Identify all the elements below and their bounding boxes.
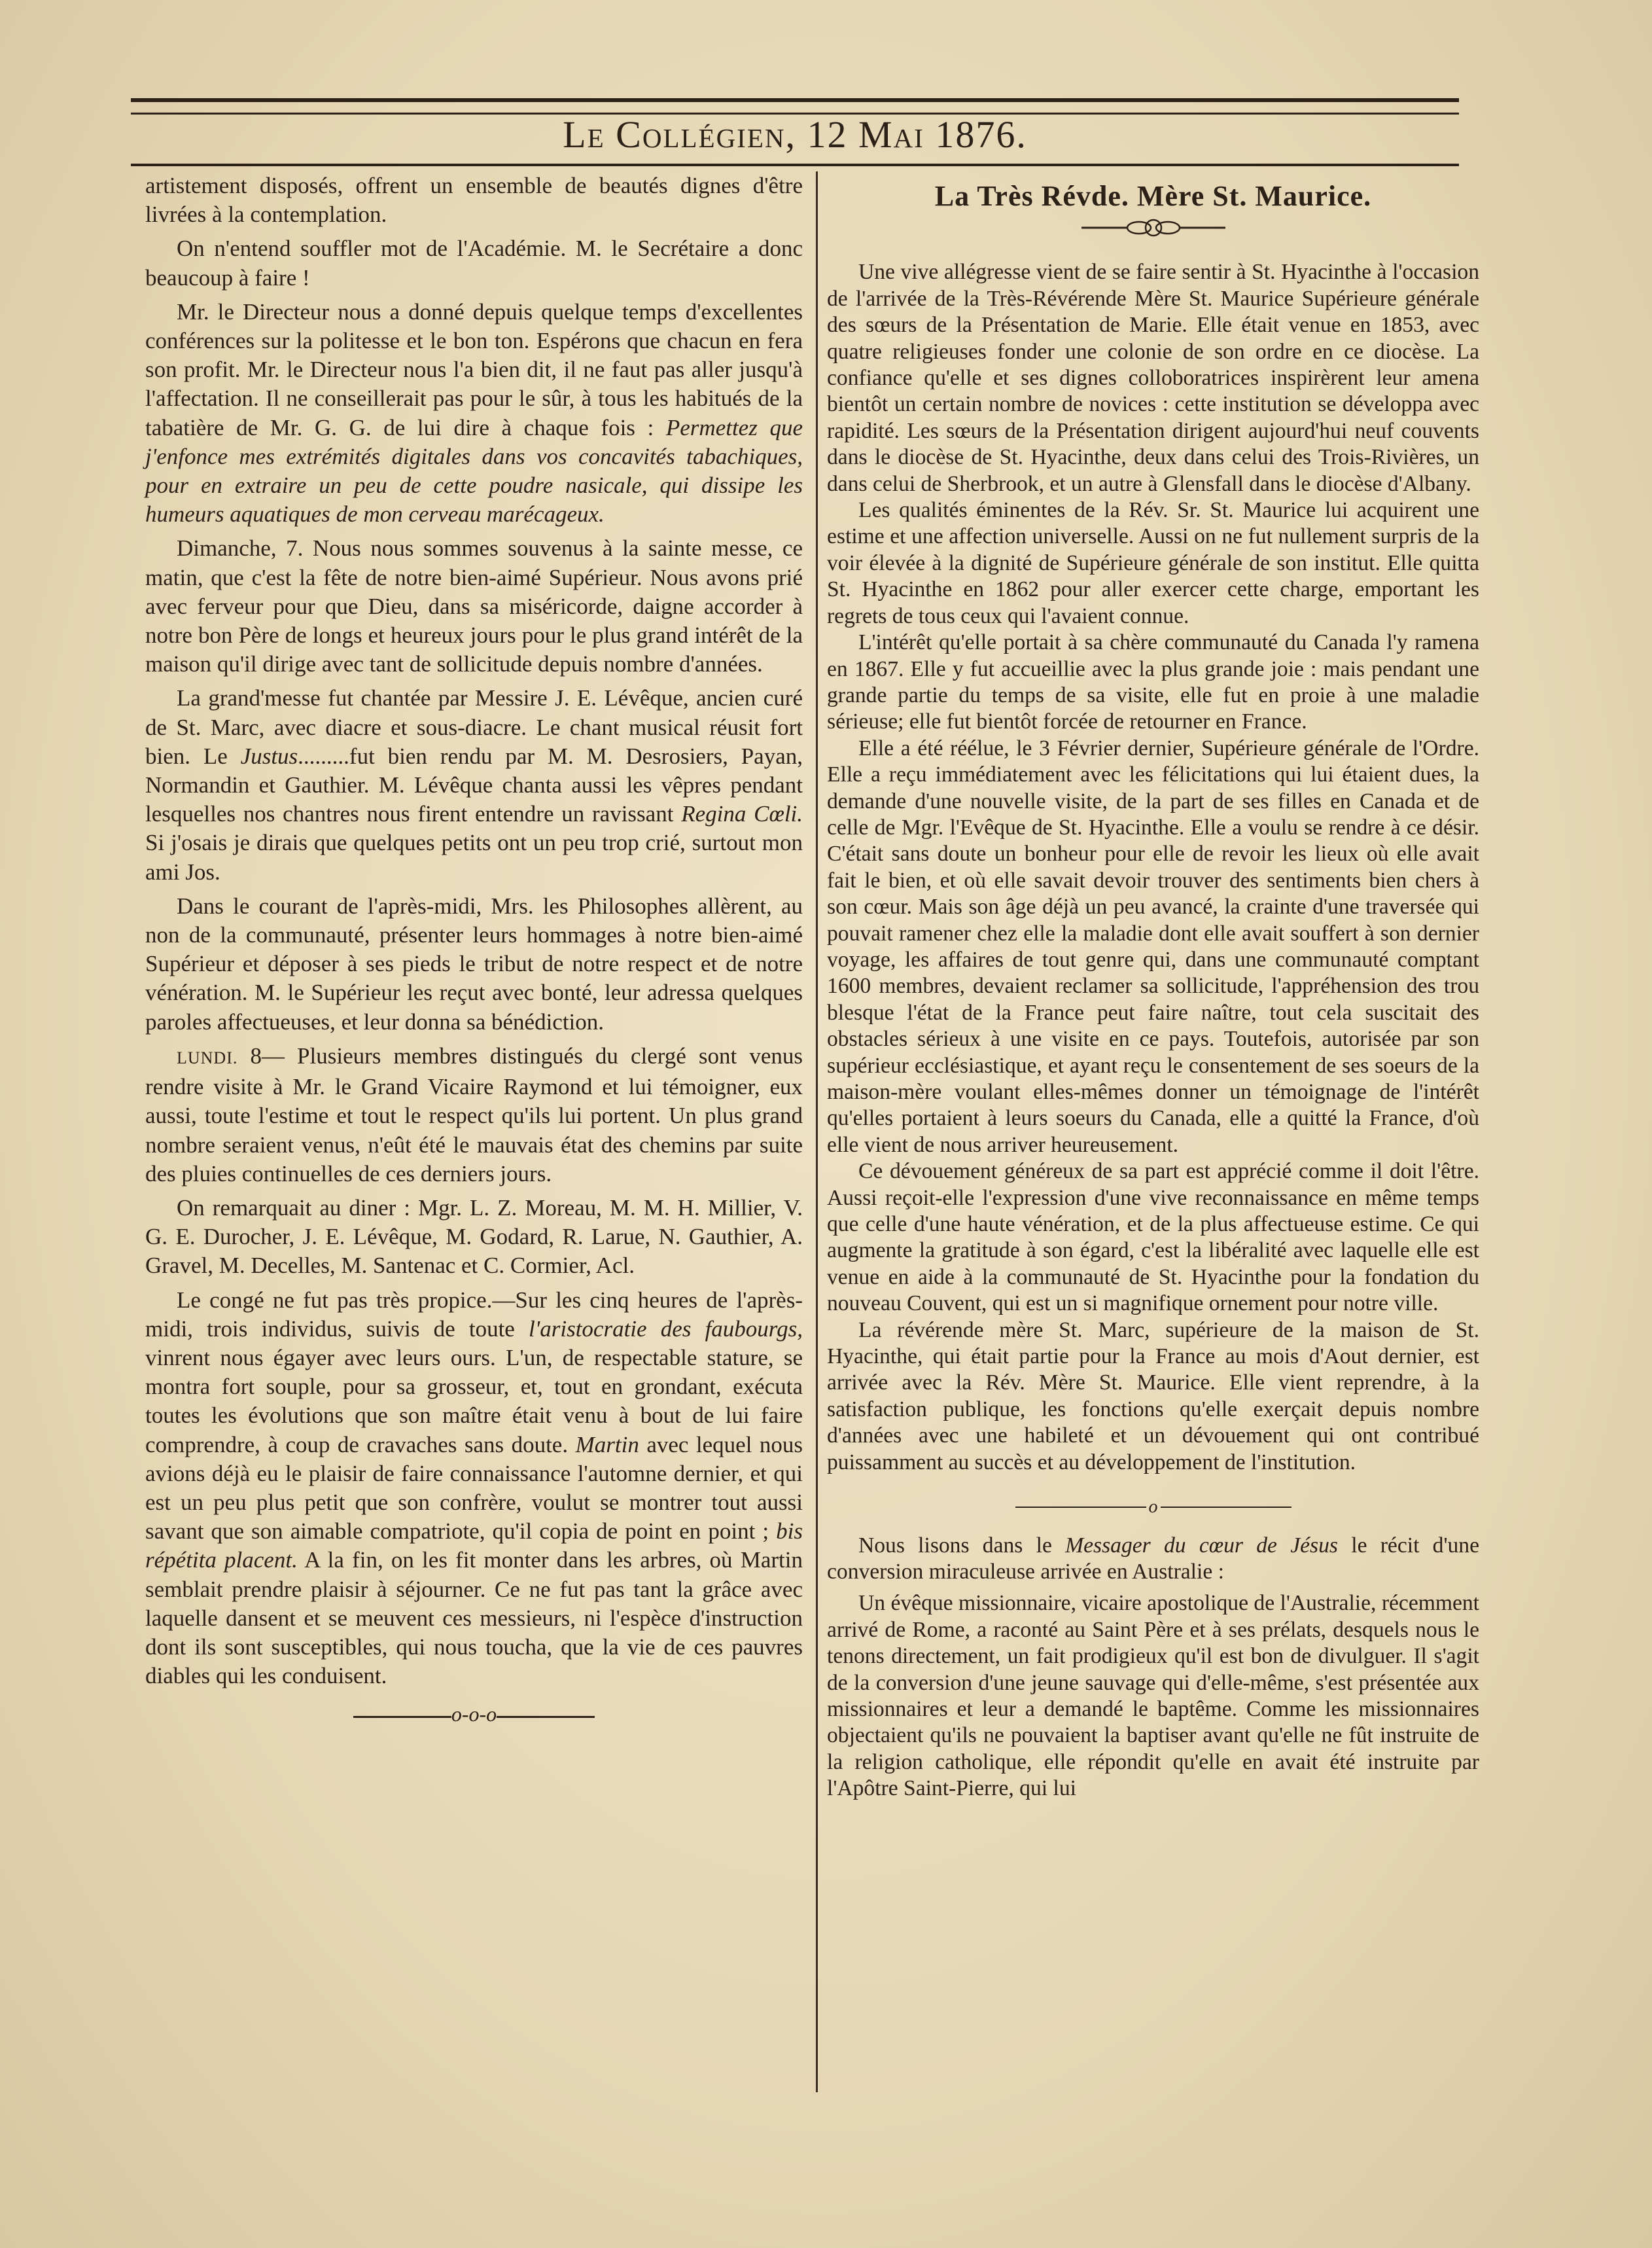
text-run: Si j'osais je dirais que quelques petits ont un peu trop crié, surtout mon ami Jos. [145,830,803,885]
italic-quote: Permettez que j'enfonce mes extrémités digitales dans vos concavités tabachiques, pour en extraire un peu de cette poudre nasicale, qui dissipe les humeurs aquatiques de mon cerveau marécageux. [145,414,803,527]
paragraph [145,1286,803,1691]
paragraph: Dans le courant de l'après-midi, Mrs. les Philosophes allèrent, au non de la communauté, présenter leurs hommages à notre bien-aimé Supérieur et déposer à ses pieds le tribut de notre respect et de notre vénération. M. le Supérieur les reçut avec bonté, leur adressa quelques paroles affectueuses, et leur donna sa bénédiction. [145,893,803,1035]
italic-martin: Martin [575,1431,639,1457]
text-run: A la fin, on les fit monter dans les arbres, où Martin semblait prendre plaisir à séjourner. Ce ne fut pas tant la grâce avec laquelle dansent et se meuvent ces messieurs, ni l'espèce d'instruction dont ils sont susceptibles, qui nous toucha, que la vie de ces pauvres diables qui les conduisent. [145,1547,803,1689]
text-run: fut bien rendu par M. M. Desrosiers, Payan, Normandin et Gauthier. M. Lévêque chanta aussi les vêpres pendant lesquelles nos chantres nous firent entendre un ravissant [145,743,803,827]
ornament-divider [827,216,1479,242]
text-run: avec lequel nous avions déjà eu le plaisir de faire connaissance l'automne dernier, et qui est un peu plus petit que son confrère, voulut se montrer tout aussi savant que son aimable compatriote, qu'il copia de point en point ; [145,1431,803,1544]
paragraph: Un évêque missionnaire, vicaire apostolique de l'Australie, récemment arrivé de Rome, a raconté au Saint Père et à ses prélats, desquels nous le tenons directement, un fait prodigieux qu'il est bon de divulguer. Il s'agit de la conversion d'une jeune sauvage qui d'elle-même, s'est présentée aux missionnaires et leur a demandé le baptême. Comme les missionnaires objectaient qu'ils ne pouvaient la baptiser avant qu'elle ne fût instruite de la religion catholique, elle répondit qu'elle en avait été instruite par l'Apôtre Saint-Pierre, qui lui [827,1591,1479,1801]
paragraph: L'intérêt qu'elle portait à sa chère communauté du Canada l'y ramena en 1867. Elle y fut accueillie avec la plus grande joie : mais pendant une grande partie du temps de sa visite, elle fut en proie à une maladie sérieuse; elle fut bientôt forcée de retourner en France. [827,630,1479,734]
paragraph: Dimanche, 7. Nous nous sommes souvenus à la sainte messe, ce matin, que c'est la fête de notre bien-aimé Supérieur. Nous avons prié avec ferveur pour que Dieu, dans sa miséricorde, daigne accorder à notre bon Père de longs et heureux jours pour le plus grand intérêt de la maison qu'il dirige avec tant de sollicitude depuis nombre d'années. [145,535,803,677]
paragraph [827,1533,1479,1586]
italic-aristocratie: l'aristocratie des faubourgs, [529,1315,803,1342]
left-column [145,171,803,1729]
paragraph [145,298,803,529]
paragraph: Ce dévouement généreux de sa part est apprécié comme il doit l'être. Aussi reçoit-elle l'expression d'une vive reconnaissance en même temps que celle d'une haute vénération, et de la plus affectueuse estime. Ce qui augmente la gratitude à son égard, c'est la libéralité avec laquelle elle est venue en aide à la communauté de St. Hyacinthe pour la fondation du nouveau Couvent, qui est un si magnifique ornement pour notre ville. [827,1159,1479,1316]
italic-regina: Regina Cœli. [681,801,803,827]
paragraph: Elle a été réélue, le 3 Février dernier, Supérieure générale de l'Ordre. Elle a reçu immédiatement avec les félicitations qui lui étaient dues, la demande d'une nouvelle visite, de la part de ses filles en Canada et de celle de Mgr. l'Evêque de St. Hyacinthe. Elle a voulu se rendre à ce désir. C'était sans doute un bonheur pour elle de revoir les lieux où elle avait fait le bien, et où elle savait devoir trouver des sentiments bien chers à son cœur. Mais son âge déjà un peu avancé, la crainte d'une traversée qui pouvait ramener chez elle la maladie dont elle avait souffert à son dernier voyage, les affaires de tout genre qui, dans une communauté comptant 1600 membres, devaient reclamer sa sollicitude, l'appréhension des trou blesque l'état de la France peut faire naître, tout cela suscitait des obstacles sérieux à une visite en ce pays. Toutefois, autorisée par son supérieur ecclésiastique, et ayant reçu le consentement de ses soeurs de la maison-mère voulant elles-mêmes donner un témoignage de l'intérêt qu'elles portaient à leurs soeurs du Canada, elle a quitté la France, d'où elle vient de nous arriver heureusement. [827,736,1479,1157]
italic-bis: bis répétita placent. [145,1518,803,1573]
text-run: Mr. le Directeur nous a donné depuis quelque temps d'excellentes conférences sur la politesse et le bon ton. Espérons que chacun en fera son profit. Mr. le Directeur nous l'a bien dit, il ne faut pas aller jusqu'à l'affectation. Il ne conseillerait pas pour le sûr, à tous les habitués de la tabatière de Mr. G. G. de lui dire à chaque fois : [145,298,803,440]
paragraph: On remarquait au diner : Mgr. L. Z. Moreau, M. M. H. Millier, V. G. E. Durocher, J. E. Lévêque, M. Godard, R. Larue, N. Gauthier, A. Gravel, M. Decelles, M. Santenac et C. Cormier, Acl. [145,1194,803,1279]
article-title: La Très Révde. Mère St. Maurice. [934,180,1372,212]
section-separator: o-o-o [145,1700,803,1728]
right-column [827,171,1479,1802]
masthead-bottom-rule [131,164,1459,169]
italic-justus: Justus [240,743,298,769]
text-run: 8— Plusieurs membres distingués du clergé sont venus rendre visite à Mr. le Grand Vicaire Raymond et lui témoigner, eux aussi, toute l'estime et tout le respect qu'ils lui portent. Un plus grand nombre seraient venus, n'eût été le mauvais état des chemins par suite des pluies continuelles de ces derniers jours. [145,1043,803,1186]
text-run: Nous lisons dans le [858,1533,1052,1558]
text-run: Le congé ne fut pas très propice.—Sur les cinq heures de l'après-midi, trois individus, suivis de toute [145,1287,803,1342]
italic-messager: Messager du cœur de Jésus [1065,1533,1338,1558]
paragraph: Les qualités éminentes de la Rév. Sr. St. Maurice lui acquirent une estime et une affection universelle. Aussi on ne fut nullement surpris de la voir élevée à la dignité de Supérieure générale de son institut. Elle quitta St. Hyacinthe en 1862 pour aller exercer cette charge, emportant les regrets de tous ceux qui l'avaient connue. [827,498,1479,628]
day-label: LUNDI. [177,1048,238,1067]
text-run: La grand'messe fut chantée par Messire J. E. Lévêque, ancien curé de St. Marc, avec diacre et sous-diacre. Le chant musical réusit fort bien. Le [145,685,803,769]
dots: ......... [298,743,349,769]
paragraph: artistement disposés, offrent un ensemble de beautés dignes d'être livrées à la contemplation. [145,173,803,228]
text-run: le récit d'une conversion miraculeuse arrivée en Australie : [827,1533,1479,1584]
paragraph [145,1042,803,1188]
paragraph: Une vive allégresse vient de se faire sentir à St. Hyacinthe à l'occasion de l'arrivée de la Très-Révérende Mère St. Maurice Supérieure générale des sœurs de la Présentation de Marie. Elle était venue en 1853, avec quatre religieuses fonder une colonie de son ordre en ce diocèse. La confiance qu'elle et ses dignes colloboratrices inspirèrent leur amena bientôt un certain nombre de novices : cette institution se développa avec rapidité. Les sœurs de la Présentation dirigent aujourd'hui neuf couvents dans le diocèse de St. Hyacinthe, deux dans celui des Trois-Rivières, un dans celui de Sherbrook, et un autre à Glensfall dans le diocèse d'Albany. [827,260,1479,496]
section-separator: o [827,1493,1479,1521]
masthead: Le Collégien, 12 Mai 1876. [563,113,1027,156]
paragraph: On n'entend souffler mot de l'Académie. M. le Secrétaire a donc beaucoup à faire ! [145,236,803,291]
column-divider [816,171,818,2092]
text-run: vinrent nous égayer avec leurs ours. L'un, de respectable stature, se montra fort souple, pour sa grosseur, et, tout en grondant, exécuta toutes les évolutions que son maître était venu à bout de lui faire comprendre, à coup de cravaches sans doute. [145,1344,803,1457]
paragraph: La révérende mère St. Marc, supérieure de la maison de St. Hyacinthe, qui était partie pour la France au mois d'Aout dernier, est arrivée avec la Rév. Mère St. Maurice. Elle vient reprendre, à la satisfaction publique, les fonctions qu'elle exerçait depuis nombre d'années avec une habileté et un dévouement qui ont contribué puissamment au succès et au développement de l'institution. [827,1317,1479,1474]
paragraph [145,684,803,886]
